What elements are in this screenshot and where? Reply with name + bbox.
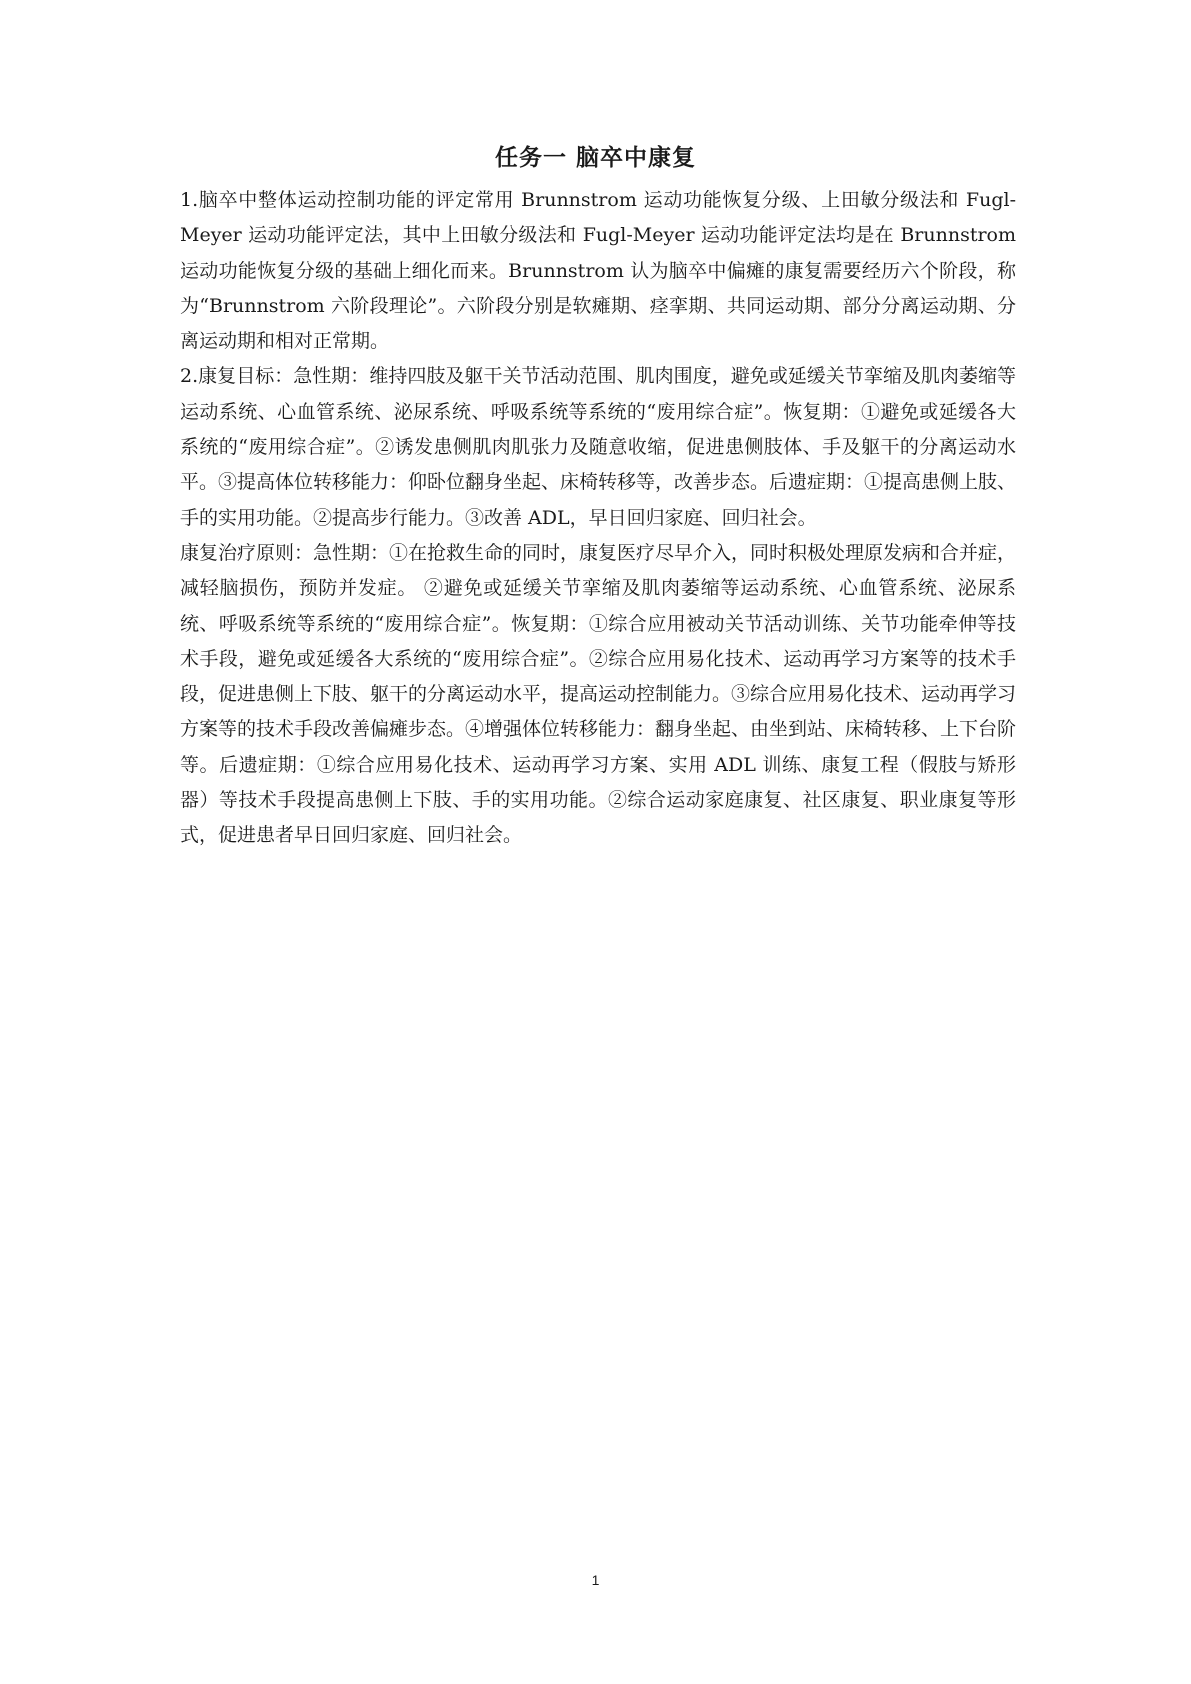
document-body [180,183,1016,854]
page-number: 1 [591,1572,600,1588]
paragraph-assessment: 1.脑卒中整体运动控制功能的评定常用 Brunnstrom 运动功能恢复分级、上田敏分级法和 Fugl-Meyer 运动功能评定法，其中上田敏分级法和 Fugl-Meyer 运动功能评定法均是在 Brunnstrom 运动功能恢复分级的基础上细化而来。Brunnstrom 认为脑卒中偏瘫的康复需要经历六个阶段，称为“Brunnstrom 六阶段理论”。六阶段分别是软瘫期、痉挛期、共同运动期、部分分离运动期、分离运动期和相对正常期。 [180,189,1016,353]
page-title: 任务一 脑卒中康复 [494,145,696,171]
paragraph-rehab-goals: 2.康复目标：急性期：维持四肢及躯干关节活动范围、肌肉围度，避免或延缓关节挛缩及肌肉萎缩等运动系统、心血管系统、泌尿系统、呼吸系统等系统的“废用综合症”。恢复期：①避免或延缓各大系统的“废用综合症”。②诱发患侧肌肉肌张力及随意收缩，促进患侧肢体、手及躯干的分离运动水平。③提高体位转移能力：仰卧位翻身坐起、床椅转移等，改善步态。后遗症期：①提高患侧上肢、手的实用功能。②提高步行能力。③改善 ADL，早日回归家庭、回归社会。 [180,365,1017,529]
paragraph-treatment-principles: 康复治疗原则：急性期：①在抢救生命的同时，康复医疗尽早介入，同时积极处理原发病和合并症，减轻脑损伤，预防并发症。 ②避免或延缓关节挛缩及肌肉萎缩等运动系统、心血管系统、泌尿系统、呼吸系统等系统的“废用综合症”。恢复期：①综合应用被动关节活动训练、关节功能牵伸等技术手段，避免或延缓各大系统的“废用综合症”。②综合应用易化技术、运动再学习方案等的技术手段，促进患侧上下肢、躯干的分离运动水平，提高运动控制能力。③综合应用易化技术、运动再学习方案等的技术手段改善偏瘫步态。④增强体位转移能力：翻身坐起、由坐到站、床椅转移、上下台阶等。后遗症期：①综合应用易化技术、运动再学习方案、实用 ADL 训练、康复工程（假肢与矫形器）等技术手段提高患侧上下肢、手的实用功能。②综合运动家庭康复、社区康复、职业康复等形式，促进患者早日回归家庭、回归社会。 [180,541,1017,847]
